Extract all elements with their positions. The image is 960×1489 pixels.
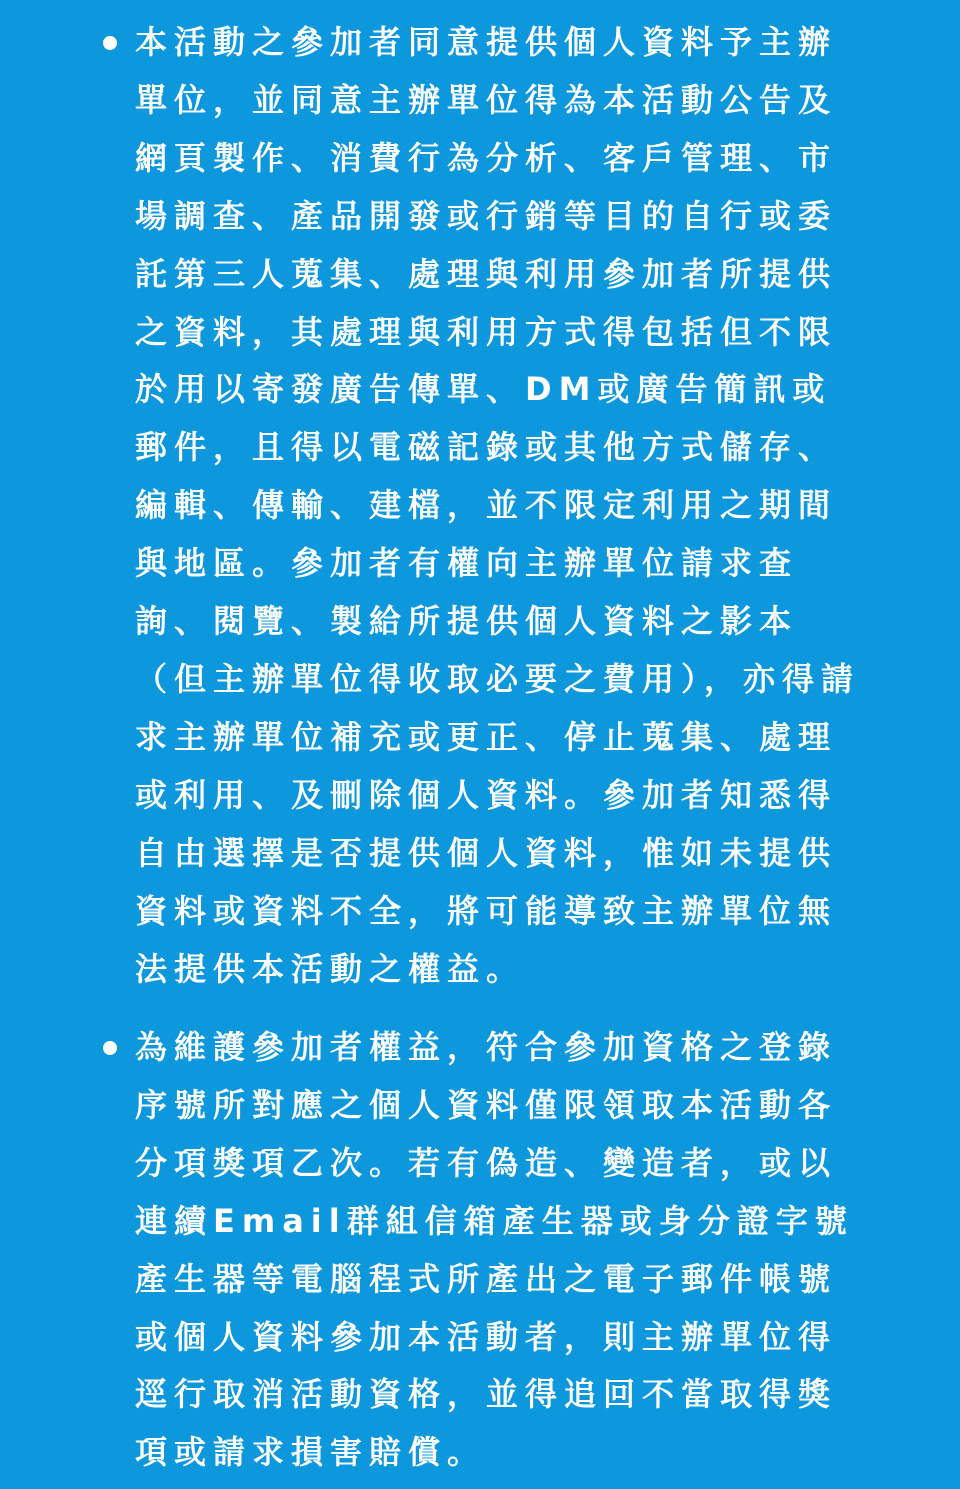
terms-list-item-eligibility — [135, 1019, 870, 1482]
terms-text-eligibility: 為維護參加者權益，符合參加資格之登錄序號所對應之個人資料僅限領取本活動各分項獎項乙次。若有偽造、變造者，或以連續Email群組信箱產生器或身分證字號產生器等電腦程式所產出之電子郵件帳號或個人資料參加本活動者，則主辦單位得逕行取消活動資格，並得追回不當取得獎項或請求損害賠償。 — [135, 1028, 854, 1472]
terms-text-personal-data: 本活動之參加者同意提供個人資料予主辦單位，並同意主辦單位得為本活動公告及網頁製作、消費行為分析、客戶管理、市場調查、產品開發或行銷等目的自行或委託第三人蒐集、處理與利用參加者所提供之資料，其處理與利用方式得包括但不限於用以寄發廣告傳單、DM或廣告簡訊或郵件，且得以電磁記錄或其他方式儲存、編輯、傳輸、建檔，並不限定利用之期間與地區。參加者有權向主辦單位請求查詢、閱覽、製給所提供個人資料之影本（但主辦單位得收取必要之費用），亦得請求主辦單位補充或更正、停止蒐集、處理或利用、及刪除個人資料。參加者知悉得自由選擇是否提供個人資料，惟如未提供資料或資料不全，將可能導致主辦單位無法提供本活動之權益。 — [135, 23, 861, 988]
bullet-dot-icon — [103, 36, 117, 50]
terms-list-item-personal-data — [135, 14, 870, 998]
bullet-dot-icon — [103, 1041, 117, 1055]
